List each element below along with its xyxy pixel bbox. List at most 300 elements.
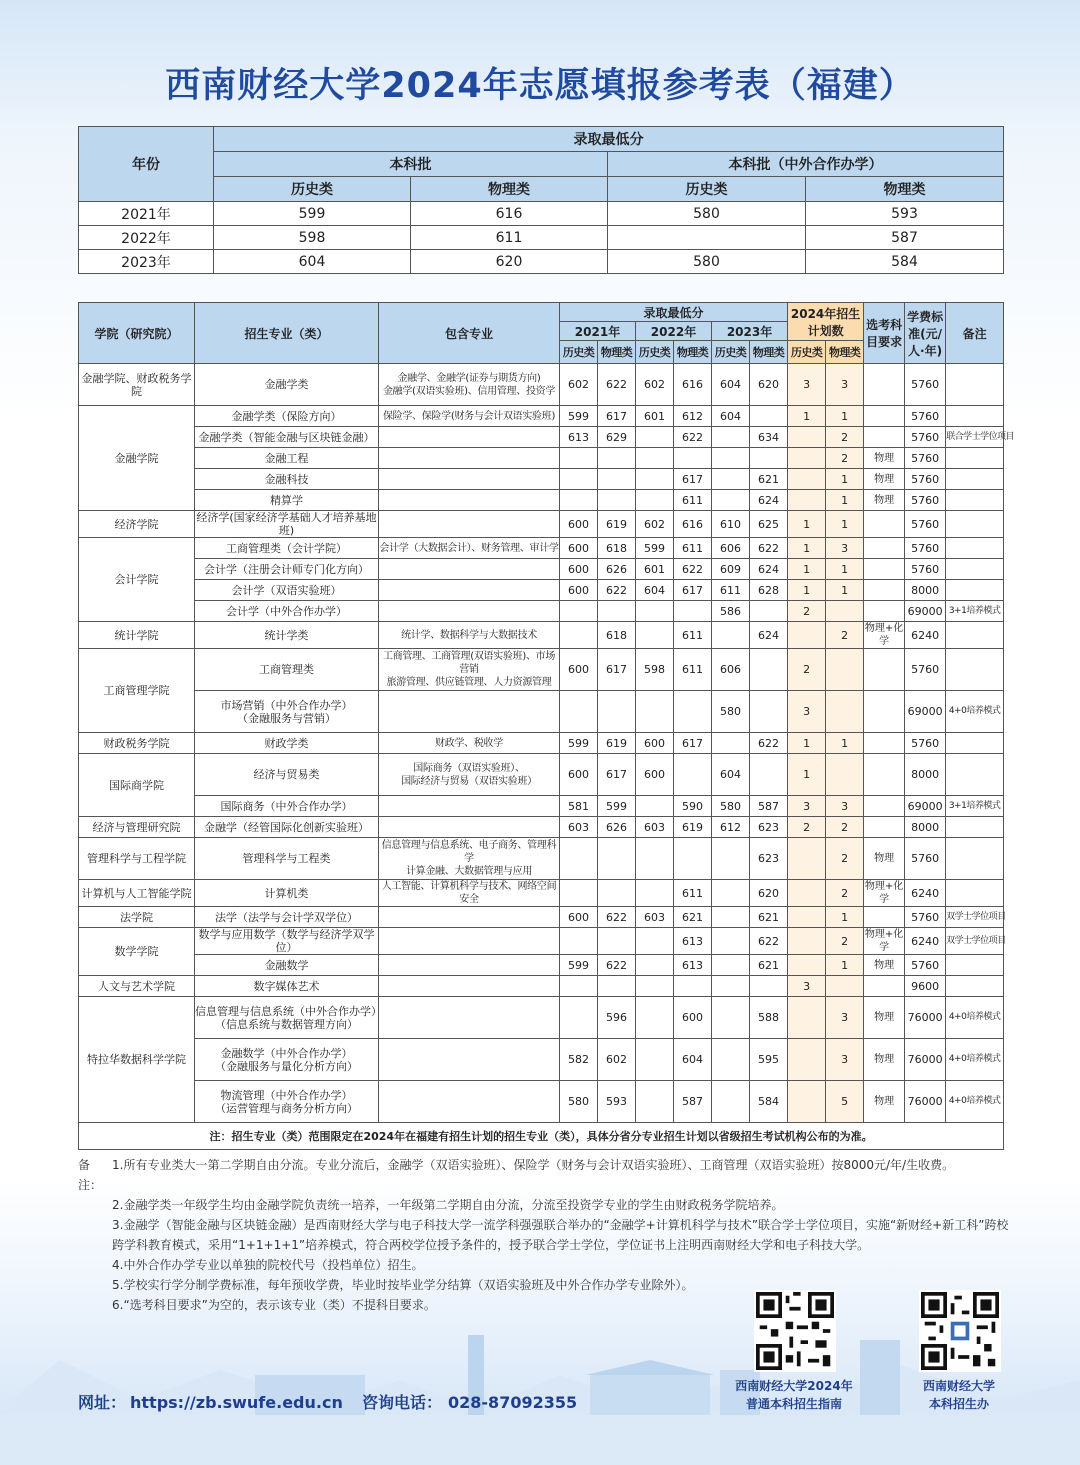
year-cell: 2022年 (79, 226, 214, 250)
plan-cell (788, 448, 826, 469)
major-cell (195, 838, 379, 880)
major-name: 工商管理类 (259, 663, 314, 676)
score-cell: 626 (598, 817, 636, 838)
score-cell (598, 838, 636, 880)
plan-cell: 3 (788, 976, 826, 997)
college-cell: 工商管理学院 (79, 649, 195, 733)
college-cell: 管理科学与工程学院 (79, 838, 195, 880)
table-row (79, 976, 1004, 997)
plan-cell: 3 (788, 796, 826, 817)
plan-cell: 2 (788, 817, 826, 838)
remark-item: 1.所有专业类大一第二学期自由分流。专业分流后，金融学（双语实验班）、保险学（财务与会计双语实验班）、工商管理（双语实验班）按8000元/年/生收费。 (112, 1158, 955, 1172)
plan-cell: 3 (826, 1039, 864, 1081)
subject-cell: 物理 (864, 448, 905, 469)
score-cell: 616 (674, 511, 712, 538)
score-cell (712, 733, 750, 754)
score-cell (560, 691, 598, 733)
score-cell: 620 (750, 880, 788, 907)
major-name: 金融科技 (264, 472, 309, 486)
score-cell: 626 (598, 559, 636, 580)
plan-cell (788, 880, 826, 907)
included-line: 国际商务（双语实验班）、 (413, 762, 525, 774)
table-row (79, 469, 1004, 490)
table-row (79, 622, 1004, 649)
major-cell (195, 817, 379, 838)
score-cell (636, 448, 674, 469)
subject-cell: 物理 (864, 469, 905, 490)
score-cell (750, 649, 788, 691)
plan-cell: 1 (826, 955, 864, 976)
plan-cell: 5 (826, 1081, 864, 1123)
score-cell: 621 (674, 907, 712, 928)
plan-cell: 1 (788, 406, 826, 427)
table-row (79, 490, 1004, 511)
score-cell (750, 754, 788, 796)
major-cell (195, 511, 379, 538)
score-cell (636, 838, 674, 880)
major-cell (195, 754, 379, 796)
plan-cell: 1 (826, 580, 864, 601)
score-cell: 580 (608, 250, 806, 274)
score-cell (560, 490, 598, 511)
tuition-cell: 69000 (905, 601, 946, 622)
header-included-majors: 包含专业 (379, 303, 560, 364)
plan-cell: 1 (788, 733, 826, 754)
score-cell (750, 691, 788, 733)
year-cell: 2023年 (79, 250, 214, 274)
subject-cell: 物理 (864, 490, 905, 511)
subject-cell: 物理+化学 (864, 929, 904, 953)
included-line: 会计学（大数据会计）、财务管理、审计学 (379, 542, 559, 554)
remark-item: 6.“选考科目要求”为空的，表示该专业（类）不提科目要求。 (112, 1298, 436, 1312)
score-cell (750, 406, 788, 427)
score-cell: 603 (560, 817, 598, 838)
major-name: 工商管理类（会计学院） (226, 541, 347, 555)
included-majors-cell (379, 448, 560, 469)
plan-cell: 1 (788, 538, 826, 559)
header-remark: 备注 (946, 303, 1004, 364)
tuition-cell: 5760 (905, 733, 946, 754)
score-cell (712, 955, 750, 976)
score-cell (712, 469, 750, 490)
score-cell: 601 (636, 559, 674, 580)
table-row (79, 1039, 1004, 1081)
included-line: 金融学(双语实验班)、信用管理、投资学 (382, 385, 556, 397)
included-line: 统计学、数据科学与大数据技术 (401, 629, 537, 641)
college-cell: 会计学院 (79, 538, 195, 622)
subject-cell: 物理+化学 (864, 623, 904, 647)
major-name: 国际商务（中外合作办学） (220, 799, 353, 813)
score-cell: 587 (806, 226, 1004, 250)
score-cell (636, 601, 674, 622)
included-majors-cell (379, 601, 560, 622)
included-majors-cell (379, 580, 560, 601)
tuition-cell: 5760 (905, 427, 946, 448)
score-cell (712, 1081, 750, 1123)
score-cell (598, 601, 636, 622)
subject-cell (864, 406, 905, 427)
remark-item: 3.金融学（智能金融与区块链金融）是西南财经大学与电子科技大学一流学科强强联合举办的“金融学+计算机科学与技术”联合学士学位项目，实施“新财经+新工科”跨校跨学科教育模式，采用“1+1+1+1”培养模式，符合两校学位授予条件的，授予联合学士学位，学位证书上注明西南财经大学和电子科技大学。 (112, 1218, 1009, 1252)
table-row (79, 601, 1004, 622)
score-cell (674, 601, 712, 622)
college-cell: 国际商学院 (79, 754, 195, 817)
included-line: 人工智能、计算机科学与技术、网络空间安全 (381, 881, 557, 905)
included-majors-cell (379, 622, 560, 649)
score-cell (636, 976, 674, 997)
plan-cell (788, 955, 826, 976)
score-cell: 604 (636, 580, 674, 601)
major-cell (195, 880, 379, 907)
subject-cell (864, 580, 905, 601)
score-cell: 606 (712, 649, 750, 691)
page-title: 西南财经大学2024年志愿填报参考表（福建） (165, 66, 915, 106)
remark-cell: 双学士学位项目 (946, 928, 1004, 955)
header-history: 历史类 (560, 341, 598, 364)
remark-cell (946, 559, 1004, 580)
college-cell: 经济学院 (79, 511, 195, 538)
major-name: 精算学 (270, 493, 303, 507)
score-cell (560, 928, 598, 955)
major-subtitle: （金融服务与营销） (237, 711, 336, 725)
tuition-cell: 76000 (905, 1039, 946, 1081)
included-line: 财政学、税收学 (435, 737, 503, 749)
plan-cell (826, 754, 864, 796)
score-cell (598, 928, 636, 955)
score-cell: 604 (674, 1039, 712, 1081)
subject-cell: 物理 (864, 1081, 905, 1123)
score-cell: 612 (674, 406, 712, 427)
qr-caption-guide (724, 1377, 864, 1413)
score-cell: 622 (750, 733, 788, 754)
remark-cell (946, 364, 1004, 406)
score-cell (560, 622, 598, 649)
tuition-cell: 5760 (905, 559, 946, 580)
remark-cell (946, 817, 1004, 838)
score-cell (560, 880, 598, 907)
header-major: 招生专业（类） (195, 303, 379, 364)
major-name: 经济学(国家经济学基础人才培养基地班) (196, 511, 377, 537)
major-name: 信息管理与信息系统（中外合作办学） (195, 1004, 382, 1018)
plan-cell: 1 (788, 580, 826, 601)
table-row (79, 427, 1004, 448)
score-cell (712, 448, 750, 469)
subject-cell: 物理 (864, 1039, 905, 1081)
major-cell (195, 1039, 379, 1081)
table-row (79, 364, 1004, 406)
score-cell (712, 490, 750, 511)
table-row (79, 691, 1004, 733)
major-name: 数学与应用数学（数学与经济学双学位） (198, 928, 375, 954)
score-cell: 590 (674, 796, 712, 817)
major-cell (195, 733, 379, 754)
major-cell (195, 538, 379, 559)
subject-cell (864, 796, 905, 817)
score-cell: 599 (636, 538, 674, 559)
score-cell: 622 (598, 364, 636, 406)
score-cell: 613 (674, 955, 712, 976)
remark-cell: 4+0培养模式 (946, 1081, 1004, 1123)
score-cell: 604 (712, 754, 750, 796)
remark-cell (946, 733, 1004, 754)
subject-cell (864, 601, 905, 622)
score-cell: 580 (608, 202, 806, 226)
subject-cell: 物理+化学 (864, 881, 904, 905)
remark-item: 4.中外合作办学专业以单独的院校代号（投档单位）招生。 (112, 1258, 424, 1272)
qr-code-icon[interactable] (754, 1290, 836, 1372)
plan-cell (826, 691, 864, 733)
table-row (79, 202, 1004, 226)
plan-cell (826, 601, 864, 622)
included-line: 信息管理与信息系统、电子商务、管理科学 (381, 840, 557, 864)
website-link[interactable]: https://zb.swufe.edu.cn (130, 1393, 343, 1412)
score-cell: 634 (750, 427, 788, 448)
score-cell: 603 (636, 817, 674, 838)
major-name: 会计学（中外合作办学） (226, 604, 347, 618)
header-physics: 物理类 (674, 341, 712, 364)
tuition-cell: 6240 (905, 880, 946, 907)
score-cell: 602 (636, 364, 674, 406)
score-cell: 587 (674, 1081, 712, 1123)
score-cell (712, 622, 750, 649)
score-cell (598, 976, 636, 997)
score-cell (674, 838, 712, 880)
subject-cell (864, 691, 905, 733)
score-cell (712, 880, 750, 907)
tuition-cell: 5760 (905, 538, 946, 559)
major-cell (195, 601, 379, 622)
included-majors-cell (379, 997, 560, 1039)
phone-label: 咨询电话： (362, 1393, 443, 1412)
subject-cell (864, 559, 905, 580)
table-row (79, 838, 1004, 880)
major-name: 法学（法学与会计学双学位） (215, 910, 358, 924)
score-cell: 616 (411, 202, 608, 226)
plan-cell (788, 1039, 826, 1081)
remark-cell: 3+1培养模式 (946, 601, 1004, 622)
website-label: 网址： (78, 1393, 127, 1412)
plan-cell: 1 (788, 559, 826, 580)
college-cell: 财政税务学院 (79, 733, 195, 754)
score-cell: 588 (750, 997, 788, 1039)
score-cell: 611 (712, 580, 750, 601)
score-cell (712, 1039, 750, 1081)
score-cell (636, 928, 674, 955)
score-cell: 622 (598, 580, 636, 601)
tuition-cell: 5760 (905, 490, 946, 511)
header-batch-regular: 本科批 (214, 152, 608, 177)
included-majors-cell (379, 880, 560, 907)
score-cell: 622 (750, 928, 788, 955)
major-name: 财政学类 (264, 736, 309, 750)
score-cell (636, 469, 674, 490)
header-min-score: 录取最低分 (214, 127, 1004, 152)
score-cell (750, 976, 788, 997)
major-name: 计算机类 (264, 886, 309, 900)
plan-cell: 2 (826, 817, 864, 838)
table-row (79, 796, 1004, 817)
subject-cell (864, 817, 905, 838)
score-cell: 602 (598, 1039, 636, 1081)
score-cell (598, 880, 636, 907)
tuition-cell: 5760 (905, 955, 946, 976)
score-cell: 587 (750, 796, 788, 817)
included-majors-cell (379, 490, 560, 511)
score-cell: 617 (674, 469, 712, 490)
header-2022: 2022年 (636, 322, 712, 341)
plan-cell: 1 (826, 907, 864, 928)
score-cell (636, 490, 674, 511)
major-cell (195, 469, 379, 490)
score-cell: 617 (674, 733, 712, 754)
score-cell: 581 (560, 796, 598, 817)
table-row (79, 226, 1004, 250)
major-name: 统计学类 (264, 628, 309, 642)
subject-cell (864, 733, 905, 754)
score-cell (712, 907, 750, 928)
remark-cell (946, 838, 1004, 880)
remark-cell (946, 622, 1004, 649)
phone-number: 028-87092355 (448, 1393, 578, 1412)
header-batch-joint: 本科批（中外合作办学） (608, 152, 1004, 177)
major-name: 数字媒体艺术 (253, 979, 320, 993)
table-row (79, 817, 1004, 838)
score-cell: 612 (712, 817, 750, 838)
remark-cell (946, 538, 1004, 559)
included-majors-cell (379, 427, 560, 448)
score-cell (560, 838, 598, 880)
tuition-cell: 5760 (905, 469, 946, 490)
qr-caption-line: 普通本科招生指南 (745, 1397, 842, 1411)
subject-cell (864, 538, 905, 559)
plan-cell: 2 (826, 928, 864, 955)
score-cell: 617 (598, 406, 636, 427)
table-row (79, 250, 1004, 274)
score-cell: 595 (750, 1039, 788, 1081)
college-cell: 经济与管理研究院 (79, 817, 195, 838)
score-cell: 600 (636, 733, 674, 754)
score-cell: 600 (560, 649, 598, 691)
table-row (79, 754, 1004, 796)
score-cell (560, 469, 598, 490)
score-cell: 609 (712, 559, 750, 580)
plan-cell: 2 (788, 649, 826, 691)
score-cell: 600 (636, 754, 674, 796)
table-row (79, 649, 1004, 691)
plan-cell: 3 (826, 364, 864, 406)
header-physics: 物理类 (598, 341, 636, 364)
table-row (79, 997, 1004, 1039)
score-cell: 628 (750, 580, 788, 601)
major-cell (195, 1081, 379, 1123)
plan-cell: 1 (826, 406, 864, 427)
college-cell: 金融学院、财政税务学院 (79, 364, 195, 406)
score-cell: 600 (560, 559, 598, 580)
included-majors-cell (379, 469, 560, 490)
score-cell: 629 (598, 427, 636, 448)
header-physics: 物理类 (750, 341, 788, 364)
qr-code-icon[interactable] (919, 1290, 1001, 1372)
remark-cell (946, 754, 1004, 796)
major-name: 金融数学（中外合作办学） (220, 1046, 353, 1060)
plan-cell: 2 (826, 880, 864, 907)
major-name: 管理科学与工程类 (242, 852, 331, 865)
major-cell (195, 448, 379, 469)
table-row (79, 907, 1004, 928)
score-cell: 582 (560, 1039, 598, 1081)
score-cell: 598 (636, 649, 674, 691)
remarks-label: 备注： (78, 1158, 103, 1192)
tuition-cell: 76000 (905, 1081, 946, 1123)
tuition-cell: 6240 (905, 928, 946, 955)
plan-cell (788, 928, 826, 955)
score-cell: 621 (750, 907, 788, 928)
plan-cell: 1 (826, 733, 864, 754)
score-cell (636, 997, 674, 1039)
plan-cell (788, 997, 826, 1039)
score-cell (712, 427, 750, 448)
score-cell (636, 622, 674, 649)
subject-cell (864, 511, 905, 538)
remark-cell (946, 511, 1004, 538)
included-majors-cell (379, 838, 560, 880)
score-cell: 618 (598, 538, 636, 559)
score-cell: 611 (411, 226, 608, 250)
header-physics: 物理类 (806, 177, 1004, 202)
score-cell: 611 (674, 538, 712, 559)
major-cell (195, 796, 379, 817)
plan-cell (826, 649, 864, 691)
plan-cell: 2 (826, 622, 864, 649)
score-cell: 584 (806, 250, 1004, 274)
score-cell (598, 691, 636, 733)
included-majors-cell (379, 691, 560, 733)
remark-cell: 4+0培养模式 (946, 691, 1004, 733)
score-cell: 621 (750, 955, 788, 976)
qr-caption-office (894, 1377, 1024, 1413)
score-cell: 586 (712, 601, 750, 622)
tuition-cell: 5760 (905, 448, 946, 469)
score-cell: 611 (674, 490, 712, 511)
tuition-cell: 76000 (905, 997, 946, 1039)
plan-cell: 3 (788, 364, 826, 406)
tuition-cell: 5760 (905, 511, 946, 538)
score-cell (712, 838, 750, 880)
score-cell (750, 601, 788, 622)
score-cell: 599 (560, 733, 598, 754)
score-cell: 580 (712, 796, 750, 817)
score-cell: 619 (598, 511, 636, 538)
major-name: 金融学类（智能金融与区块链金融） (198, 430, 375, 444)
plan-cell: 2 (788, 601, 826, 622)
score-cell: 624 (750, 559, 788, 580)
major-cell (195, 559, 379, 580)
included-line: 计算金融、大数据管理与应用 (405, 866, 533, 877)
table-row (79, 928, 1004, 955)
college-cell: 特拉华数据科学学院 (79, 997, 195, 1123)
score-cell (598, 448, 636, 469)
included-majors-cell (379, 976, 560, 997)
major-name: 会计学（双语实验班） (231, 583, 342, 597)
included-majors-cell (379, 649, 560, 691)
score-cell: 593 (598, 1081, 636, 1123)
year-cell: 2021年 (79, 202, 214, 226)
plan-cell: 2 (826, 838, 864, 880)
header-history: 历史类 (788, 341, 826, 364)
major-subtitle: （金融服务与量化分析方向） (215, 1059, 358, 1073)
table-row (79, 406, 1004, 427)
score-cell (560, 976, 598, 997)
score-cell: 599 (560, 406, 598, 427)
